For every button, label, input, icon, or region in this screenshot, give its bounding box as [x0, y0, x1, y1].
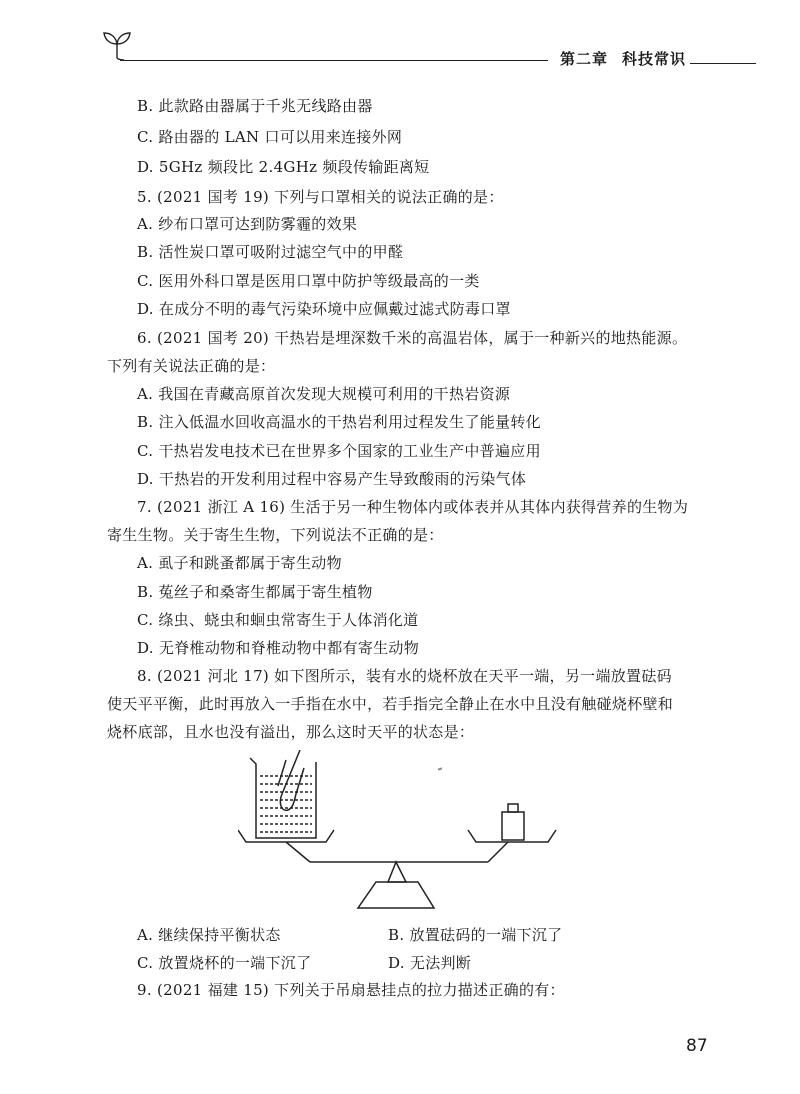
section-label: 科技常识 — [622, 50, 687, 68]
page-number: 87 — [686, 1036, 708, 1056]
weight-illustration — [502, 804, 524, 840]
option-line: D. 在成分不明的毒气污染环境中应佩戴过滤式防毒口罩 — [137, 300, 511, 318]
option-line: C. 放置烧杯的一端下沉了 — [137, 954, 312, 972]
finger-illustration — [278, 750, 304, 810]
question-stem: 8. (2021 河北 17) 如下图所示，装有水的烧杯放在天平一端，另一端放置砝码 — [137, 667, 672, 685]
option-line: C. 医用外科口罩是医用口罩中防护等级最高的一类 — [137, 272, 480, 290]
option-line: D. 干热岩的开发利用过程中容易产生导致酸雨的污染气体 — [137, 470, 527, 488]
option-line: A. 虱子和跳蚤都属于寄生动物 — [137, 554, 342, 572]
question-stem: 7. (2021 浙江 A 16) 生活于另一种生物体内或体表并从其体内获得营养的生物为 — [137, 498, 689, 516]
option-line: A. 纱布口罩可达到防雾霾的效果 — [137, 215, 358, 233]
option-line: B. 放置砝码的一端下沉了 — [388, 926, 563, 944]
option-line: D. 5GHz 频段比 2.4GHz 频段传输距离短 — [137, 158, 430, 176]
balance-beam — [286, 842, 508, 908]
question-stem-cont: 寄生生物。关于寄生生物，下列说法不正确的是： — [107, 526, 444, 544]
balance-figure — [238, 750, 558, 920]
chapter-heading — [560, 48, 686, 69]
sprout-icon — [100, 30, 134, 60]
option-line: C. 绦虫、蛲虫和蛔虫常寄生于人体消化道 — [137, 611, 419, 629]
option-line: D. 无法判断 — [388, 954, 472, 972]
question-stem-cont: 下列有关说法正确的是： — [107, 357, 276, 375]
option-line: A. 我国在青藏高原首次发现大规模可利用的干热岩资源 — [137, 385, 511, 403]
header-rule-left — [120, 60, 548, 61]
question-stem-cont: 使天平平衡，此时再放入一手指在水中，若手指完全静止在水中且没有触碰烧杯壁和 — [107, 695, 674, 713]
option-line: B. 此款路由器属于千兆无线路由器 — [137, 97, 373, 115]
option-line: B. 菟丝子和桑寄生都属于寄生植物 — [137, 583, 373, 601]
chapter-label: 第二章 — [560, 50, 609, 68]
option-line: C. 干热岩发电技术已在世界多个国家的工业生产中普遍应用 — [137, 442, 541, 460]
question-stem-cont: 烧杯底部，且水也没有溢出，那么这时天平的状态是： — [107, 723, 475, 741]
option-line: C. 路由器的 LAN 口可以用来连接外网 — [137, 128, 403, 146]
header-rule-right — [690, 63, 756, 64]
option-line: B. 注入低温水回收高温水的干热岩利用过程发生了能量转化 — [137, 413, 541, 431]
option-line: A. 继续保持平衡状态 — [137, 926, 281, 944]
option-line: B. 活性炭口罩可吸附过滤空气中的甲醛 — [137, 243, 404, 261]
question-stem: 9. (2021 福建 15) 下列关于吊扇悬挂点的拉力描述正确的有： — [137, 981, 565, 999]
question-stem: 5. (2021 国考 19) 下列与口罩相关的说法正确的是： — [137, 188, 504, 206]
question-stem: 6. (2021 国考 20) 干热岩是埋深数千米的高温岩体，属于一种新兴的地热能源。 — [137, 329, 688, 347]
option-line: D. 无脊椎动物和脊椎动物中都有寄生动物 — [137, 639, 420, 657]
page-header — [0, 0, 800, 80]
